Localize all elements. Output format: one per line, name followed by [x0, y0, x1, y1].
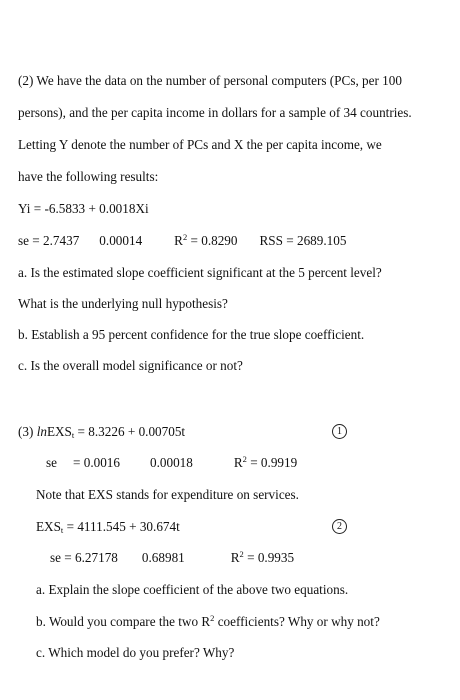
problem3-equation-1: (3) lnEXS$_t$ = 8.3226 + 0.00705t — [18, 424, 186, 440]
problem2-question-b: b. Establish a 95 percent confidence for the true slope coefficient. — [18, 327, 365, 342]
problem3-question-b: b. Would you compare the two $R^2$ coefficients? Why or why not? — [36, 613, 380, 629]
problem2-question-c: c. Is the overall model significance or not? — [18, 358, 243, 373]
problem3-note: Note that EXS stands for expenditure on services. — [36, 487, 299, 502]
problem2-se-slope: 0.00014 — [99, 233, 143, 248]
problem2-text-line-2: persons), and the per capita income in dollars for a sample of 34 countries. — [18, 105, 412, 120]
equation-1-marker: 1 — [332, 424, 347, 439]
problem2-rss: RSS = 2689.105 — [259, 233, 347, 248]
problem2-question-a-line-1: a. Is the estimated slope coefficient significant at the 5 percent level? — [18, 265, 382, 280]
problem2-se-row — [18, 233, 346, 249]
problem2-text-line-3: Letting Y denote the number of PCs and X the per capita income, we — [18, 137, 382, 152]
equation-2-marker: 2 — [332, 519, 347, 534]
problem3-r-squared-1: $R^2 = 0.9919$ — [233, 454, 298, 470]
problem2-regression-equation: Yi = -6.5833 + 0.0018Xi — [18, 201, 149, 216]
problem3-r-squared-2: $R^2 = 0.9935$ — [230, 549, 295, 565]
problem3-question-c: c. Which model do you prefer? Why? — [36, 645, 235, 660]
problem3-question-a: a. Explain the slope coefficient of the above two equations. — [36, 582, 349, 597]
problem2-r-squared: $R^2 = 0.8290$ — [174, 232, 238, 248]
problem2-se-intercept: se = 2.7437 — [18, 233, 80, 248]
problem3-se-row-2: se = 6.27178 0.68981 $R^2 = 0.9935$ — [50, 549, 295, 565]
problem3-se-row-1: se = 0.0016 0.00018 $R^2 = 0.9919$ — [46, 454, 298, 470]
problem2-question-a-line-2: What is the underlying null hypothesis? — [18, 296, 228, 311]
problem2-text-line-4: have the following results: — [18, 169, 159, 184]
problem3-equation-2: $EXS_t = 4111.545 + 30.674t$ — [36, 519, 180, 535]
problem2-text-line-1: (2) We have the data on the number of personal computers (PCs, per 100 — [18, 73, 402, 88]
